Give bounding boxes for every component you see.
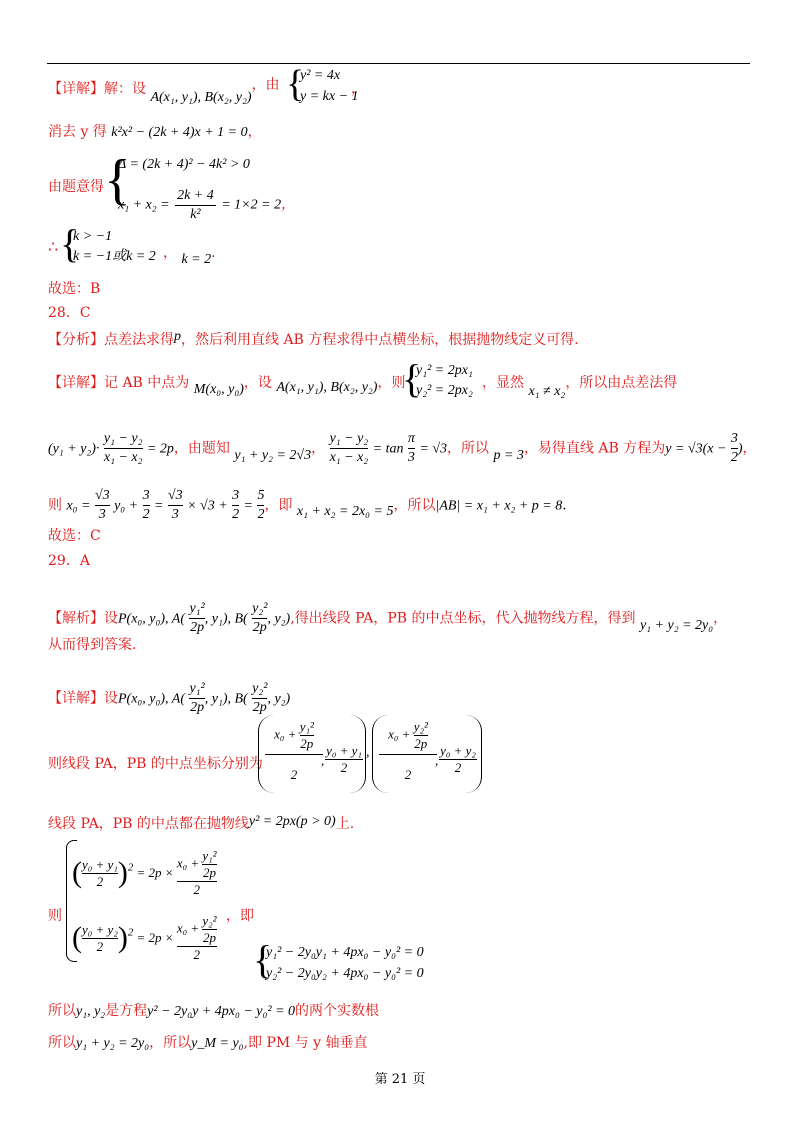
detail-tag: 【详解】 — [48, 690, 104, 707]
detail-tag: 【详解】 — [48, 375, 104, 391]
system-line: k > −1 — [73, 229, 113, 244]
conclusion-line-2: 所以y₁ + y₂ = 2y₀，所以y_M = y₀,即 PM 与 y 轴垂直 — [48, 1035, 368, 1051]
system-line: x₁ + x₂ = $\frac{2k + 4}{\text{k²}}$ = 1×2 = 2， — [118, 188, 296, 222]
system-line: Δ = (2k + 4)² − 4k² > 0 — [118, 157, 250, 172]
math-AB: A(x₁, y₁), B(x₂, y₂) — [150, 90, 252, 105]
system-line: y = kx − 1 — [300, 89, 359, 104]
line-3-label: 由题意得 — [48, 179, 104, 195]
header-rule — [47, 63, 750, 64]
brace: { — [402, 356, 422, 401]
answer-line: 故选：B — [48, 281, 101, 297]
system-line: k = −1或k = 2 — [73, 249, 156, 264]
line-1: 【详解】解：设 A(x₁, y₁), B(x₂, y₂)，由 — [48, 77, 280, 105]
page-footer: 第 21 页 — [374, 1072, 426, 1087]
brace: { — [104, 149, 131, 211]
line-8: 则 x₀ = $\frac{√3}{3}$ y₀ + $\frac{3}{2}$ = $\frac{√3}{3}$ × √3 + $\frac{3}{2}$ = $\frac{5}{2}$ ，即 x₁ + x₂ = 2x₀ = 5，所以|AB| = x₁ + x₂ + p = 8. — [48, 488, 567, 522]
analysis-tag: 【分析】 — [48, 332, 104, 348]
equation: k²x² − (2k + 4)x + 1 = 0 — [111, 125, 248, 140]
brace: { — [253, 937, 273, 982]
system-line: y₁² = 2px₁ — [416, 363, 473, 378]
question-number: 29．A — [48, 553, 90, 569]
system-eq-1: ( $\frac{\text{y₀ + y₁}}{2}$ )$^2$ = 2p × x₀ + $\frac{\text{y₁²}}{2p}$ 2 — [72, 848, 217, 897]
conclusion-line-1: 所以y₁, y₂是方程y² − 2y₀y + 4px₀ − y₀² = 0的两个实数根 — [48, 1003, 380, 1019]
question-number: 28．C — [48, 305, 91, 321]
midpoint-label: 则线段 PA，PB 的中点坐标分别为 — [48, 756, 263, 772]
system-line: y₁² − 2y₀y₁ + 4px₀ − y₀² = 0 — [266, 945, 424, 960]
analysis-29: 【解析】设P(x₀, y₀), A( $\frac{\text{y₁²}}{2p}$ , y₁), B( $\frac{\text{y₂²}}{2p}$ , y₂),得出线段 PA，PB 的中点坐标，代入抛物线方程，得到 y₁ + y₂ = 2y₀， — [48, 601, 728, 635]
detail-tag: 【详解】 — [48, 81, 104, 97]
detail-29: 【详解】设P(x₀, y₀), A( $\frac{\text{y₁²}}{2p}$ , y₁), B( $\frac{\text{y₂²}}{2p}$ , y₂) — [48, 681, 291, 715]
brace: { — [60, 221, 80, 266]
line-7: (y₁ + y₂)· $\frac{\text{y₁ − y₂}}{\text{x₁ − x₂}}$ = 2p，由题知 y₁ + y₂ = 2√3， $\frac{\text{y₁ − y₂}}{\text{x₁ − x₂}}$ = tan $\frac{\pi}{3}$ = √3，所以 p = 3，易得直线 AB 方程为y = √3(x − $\frac{3}{2}$ )， — [48, 431, 757, 465]
system-line: y₂² − 2y₀y₂ + 4px₀ − y₀² = 0 — [266, 966, 424, 981]
midpoint-PA: x₀ + $\frac{\text{y₁²}}{2p}$ 2 , y₀ + y₁ 2 — [258, 715, 366, 793]
analysis-28: 【分析】点差法求得p，然后利用直线 AB 方程求得中点横坐标，根据抛物线定义可得. — [48, 329, 579, 348]
system-line: y² = 4x — [300, 68, 341, 83]
system-line: y₂² = 2px₂ — [416, 383, 473, 398]
on-parabola-line: 线段 PA，PB 的中点都在抛物线y² = 2px(p > 0)上. — [48, 814, 355, 832]
line-2: 消去 y 得 k²x² − (2k + 4)x + 1 = 0， — [48, 124, 262, 140]
midpoint-PB: x₀ + $\frac{\text{y₂²}}{2p}$ 2 , y₀ + y₂ 2 — [372, 715, 482, 793]
system-eq-2: ( $\frac{\text{y₀ + y₂}}{2}$ )$^2$ = 2p × x₀ + $\frac{\text{y₂²}}{2p}$ 2 — [72, 913, 217, 962]
brace: { — [286, 63, 305, 105]
answer-line: 故选：C — [48, 528, 101, 544]
detail-28: 【详解】记 AB 中点为 M(x₀, y₀)，设 A(x₁, y₁), B(x₂, y₂)，则 — [48, 375, 406, 397]
analysis-tag: 【解析】 — [48, 610, 104, 627]
system-label: 则 — [48, 908, 62, 924]
